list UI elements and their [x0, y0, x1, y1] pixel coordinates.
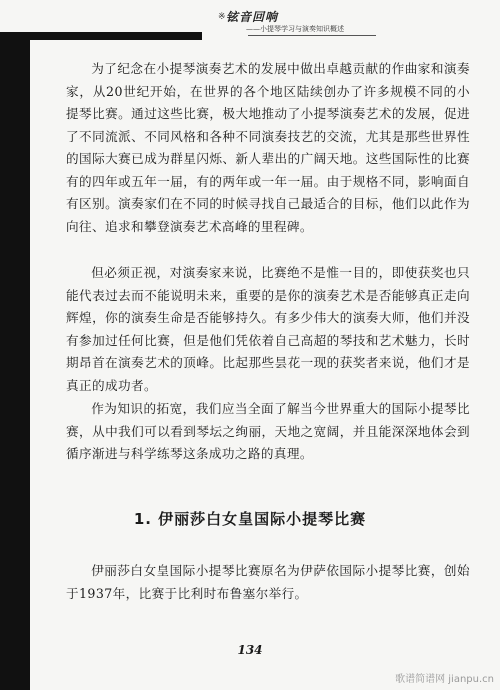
body-paragraph: 但必须正视，对演奏家来说，比赛绝不是惟一目的，即使获奖也只能代表过去而不能说明未来，重要的是你的演奏艺术是否能够真正走向辉煌，你的演奏生命是否能够持久。有多少伟大的演奏大师，他们并没有参加过任何比赛，但是他们凭依着自己高超的琴技和艺术魅力，长时期昂首在演奏艺术的顶峰。比起那些昙花一现的获奖者来说，他们才是真正的成功者。: [66, 265, 470, 393]
header-subtitle: ——小提琴学习与演奏知识概述: [246, 25, 344, 33]
header-rule: [248, 35, 376, 36]
binding-shadow-top: [0, 32, 202, 40]
section-heading: 1. 伊丽莎白女皇国际小提琴比赛: [133, 510, 367, 528]
watermark: 歌谱简谱网 jianpu.cn: [395, 674, 494, 685]
running-header: [218, 8, 478, 48]
body-paragraph: 作为知识的拓宽，我们应当全面了解当今世界重大的国际小提琴比赛，从中我们可以看到琴坛之绚丽，天地之宽阔，并且能深深地体会到循序渐进与科学练琴这条成功之路的真理。: [66, 401, 470, 461]
section-paragraph: 伊丽莎白女皇国际小提琴比赛原名为伊萨依国际小提琴比赛，创始于1937年，比赛于比利时布鲁塞尔举行。: [66, 563, 470, 601]
header-ornament-icon: ※: [218, 12, 226, 22]
binding-shadow: [0, 32, 30, 690]
page-number: 134: [237, 643, 263, 657]
body-paragraph: 为了纪念在小提琴演奏艺术的发展中做出卓越贡献的作曲家和演奏家，从20世纪开始，在世界的各个地区陆续创办了许多规模不同的小提琴比赛。通过这些比赛，极大地推动了小提琴演奏艺术的发展，促进了不同流派、不同风格和各种不同演奏技艺的交流，尤其是那些世界性的国际大赛已成为群星闪烁、新人辈出的广阔天地。这些国际性的比赛有的四年或五年一届，有的两年或一年一届。由于规格不同，影响面自有区别。演奏家们在不同的时候寻找自己最适合的目标，他们以此作为向往、追求和攀登演奏艺术高峰的里程碑。: [66, 61, 470, 234]
header-title: 铉音回响: [226, 10, 279, 24]
